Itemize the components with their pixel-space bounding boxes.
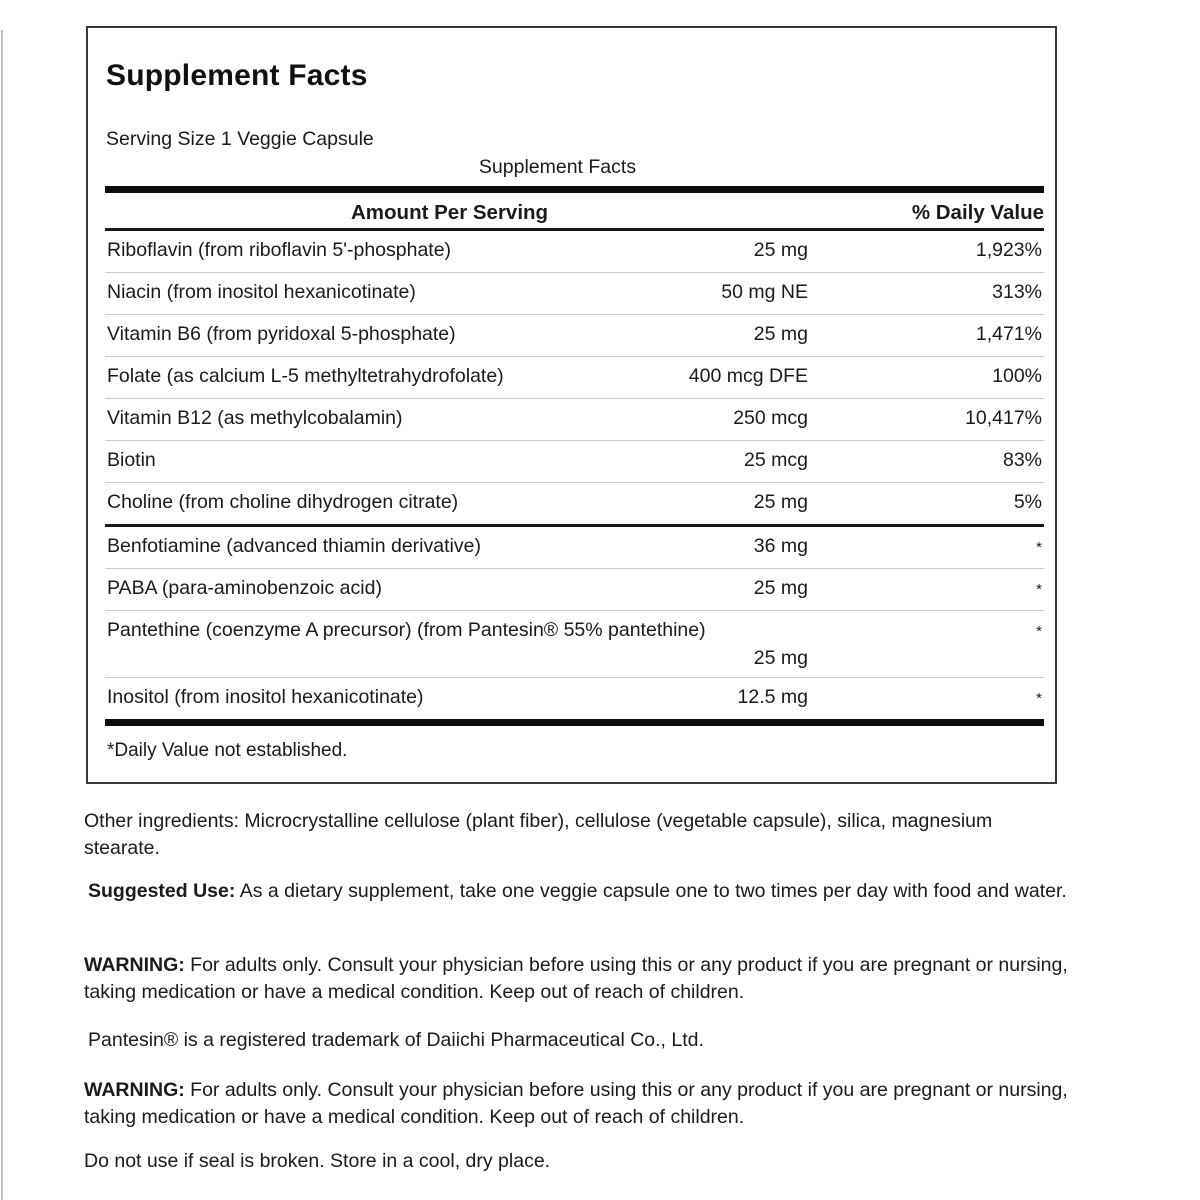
nutrient-daily-value: 10,417% bbox=[965, 407, 1042, 429]
suggested-use-body: As a dietary supplement, take one veggie capsule one to two times per day with food and water. bbox=[235, 880, 1067, 902]
supplement-facts-subheader: Supplement Facts bbox=[478, 156, 637, 178]
suggested-use-text bbox=[88, 878, 1069, 905]
nutrient-name: Pantethine (coenzyme A precursor) (from Pantesin® 55% pantethine) bbox=[107, 619, 706, 641]
nutrient-daily-value: 313% bbox=[992, 281, 1042, 303]
nutrient-name: Niacin (from inositol hexanicotinate) bbox=[107, 281, 416, 303]
table-row bbox=[105, 357, 1044, 398]
page-title: Supplement Facts bbox=[106, 59, 368, 92]
rule-top-thick bbox=[105, 186, 1044, 193]
nutrient-name: Inositol (from inositol hexanicotinate) bbox=[107, 686, 424, 708]
warning-text-primary bbox=[84, 952, 1069, 1006]
table-row bbox=[105, 315, 1044, 356]
table-row bbox=[105, 483, 1044, 524]
nutrient-daily-value: 100% bbox=[992, 365, 1042, 387]
nutrient-amount: 25 mg bbox=[753, 491, 808, 513]
seal-notice: Do not use if seal is broken. Store in a cool, dry place. bbox=[84, 1150, 551, 1172]
nutrient-name: Vitamin B12 (as methylcobalamin) bbox=[107, 407, 403, 429]
table-header-row bbox=[105, 193, 1044, 228]
nutrient-amount: 36 mg bbox=[753, 535, 808, 557]
nutrient-amount: 25 mg bbox=[753, 323, 808, 345]
nutrient-name: Vitamin B6 (from pyridoxal 5-phosphate) bbox=[107, 323, 456, 345]
nutrient-name: PABA (para-aminobenzoic acid) bbox=[107, 577, 382, 599]
table-row bbox=[105, 569, 1044, 610]
serving-size-text: Serving Size 1 Veggie Capsule bbox=[106, 128, 374, 150]
nutrient-amount: 12.5 mg bbox=[737, 686, 808, 708]
nutrient-daily-value: 1,923% bbox=[975, 239, 1042, 261]
nutrient-amount: 400 mcg DFE bbox=[688, 365, 808, 387]
nutrient-daily-value: * bbox=[1036, 623, 1042, 640]
warning-body: For adults only. Consult your physician before using this or any product if you are pregnant or nursing, taking medication or have a medical condition. Keep out of reach of children. bbox=[84, 954, 1068, 1003]
nutrient-daily-value: 83% bbox=[1002, 449, 1042, 471]
daily-value-footnote: *Daily Value not established. bbox=[107, 740, 348, 761]
trademark-notice: Pantesin® is a registered trademark of Daiichi Pharmaceutical Co., Ltd. bbox=[88, 1029, 704, 1051]
table-row bbox=[105, 527, 1044, 568]
table-row bbox=[105, 399, 1044, 440]
nutrient-amount: 25 mcg bbox=[744, 449, 808, 471]
nutrient-daily-value: * bbox=[1036, 581, 1042, 598]
table-row bbox=[105, 441, 1044, 482]
nutrient-amount: 250 mcg bbox=[733, 407, 808, 429]
nutrient-amount: 25 mg bbox=[753, 647, 808, 669]
nutrient-amount: 25 mg bbox=[753, 577, 808, 599]
scan-edge-artifact bbox=[1, 30, 3, 1200]
warning-label: WARNING: bbox=[84, 1079, 185, 1101]
nutrition-table bbox=[105, 186, 1044, 726]
column-header-daily-value: % Daily Value bbox=[911, 201, 1044, 224]
nutrient-name: Folate (as calcium L-5 methyltetrahydrofolate) bbox=[107, 365, 504, 387]
nutrient-daily-value: 5% bbox=[1013, 491, 1042, 513]
warning-text-secondary bbox=[84, 1077, 1069, 1131]
table-row bbox=[105, 611, 1044, 677]
nutrient-name: Biotin bbox=[107, 449, 156, 471]
warning-label: WARNING: bbox=[84, 954, 185, 976]
column-header-amount: Amount Per Serving bbox=[351, 201, 549, 224]
nutrient-name: Choline (from choline dihydrogen citrate) bbox=[107, 491, 459, 513]
suggested-use-label: Suggested Use: bbox=[88, 880, 236, 902]
rule-bottom-thick bbox=[105, 719, 1044, 726]
nutrient-daily-value: * bbox=[1036, 690, 1042, 707]
warning-body: For adults only. Consult your physician before using this or any product if you are pregnant or nursing, taking medication or have a medical condition. Keep out of reach of children. bbox=[84, 1079, 1068, 1128]
nutrient-daily-value: * bbox=[1036, 539, 1042, 556]
table-row bbox=[105, 273, 1044, 314]
nutrient-amount: 50 mg NE bbox=[721, 281, 808, 303]
table-row bbox=[105, 678, 1044, 719]
supplement-facts-panel bbox=[86, 26, 1057, 784]
nutrient-name: Benfotiamine (advanced thiamin derivative) bbox=[107, 535, 481, 557]
other-ingredients-text: Other ingredients: Microcrystalline cellulose (plant fiber), cellulose (vegetable capsule), silica, magnesium stearate. bbox=[84, 810, 993, 859]
nutrient-name: Riboflavin (from riboflavin 5'-phosphate) bbox=[107, 239, 452, 261]
table-row bbox=[105, 231, 1044, 272]
nutrient-amount: 25 mg bbox=[753, 239, 808, 261]
nutrient-daily-value: 1,471% bbox=[975, 323, 1042, 345]
